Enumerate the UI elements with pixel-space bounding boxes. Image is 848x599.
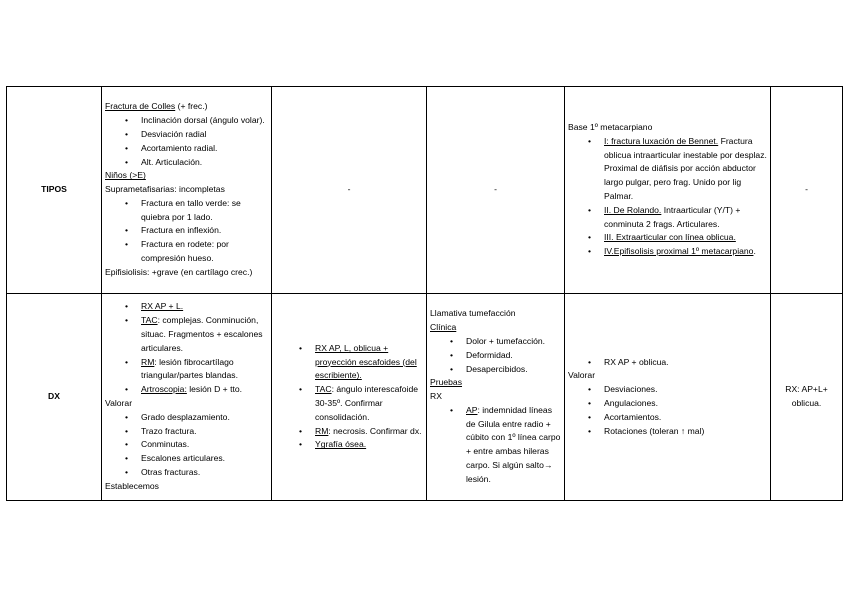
- dx1-list: [105, 300, 268, 397]
- colles-list: [105, 114, 268, 169]
- colles-heading: Fractura de Colles (+ frec.): [105, 101, 208, 112]
- list-item: • Fractura en tallo verde: se quiebra por 1 lado.: [141, 197, 268, 225]
- supra-text: Suprametafisarias: incompletas: [105, 184, 225, 195]
- epif-text: Epifisiolisis: +grave (en cartílago crec.): [105, 266, 253, 277]
- row-tipos: [7, 87, 843, 294]
- dx2-list: [275, 342, 423, 452]
- cell-dx-3: [427, 294, 565, 501]
- rx-heading: RX: [430, 391, 442, 402]
- cell-tipos-2: -: [272, 87, 427, 294]
- list-item: • TAC: complejas. Conminución, situac. Fragmentos + escalones articulares.: [141, 314, 268, 355]
- ninos-list: [105, 197, 268, 266]
- list-item: • Desviaciones.: [604, 383, 767, 397]
- clinica-heading: Clínica: [430, 322, 457, 333]
- clinica-list: [430, 335, 561, 376]
- valorar-heading: Valorar: [105, 398, 133, 408]
- cell-dx-4: [565, 294, 771, 501]
- list-item: • RM: necrosis. Confirmar dx.: [315, 425, 423, 439]
- list-item: • Fractura en inflexión.: [141, 224, 268, 238]
- list-item: • Escalones articulares.: [141, 452, 268, 466]
- cell-tipos-colles: [102, 87, 272, 294]
- list-item: • II. De Rolando. Intraarticular (Y/T) + conminuta 2 frags. Articulares.: [604, 204, 767, 232]
- list-item: • Grado desplazamiento.: [141, 411, 268, 425]
- cell-tipos-5: -: [771, 87, 843, 294]
- list-item: • RM: lesión fibrocartílago triangular/partes blandas.: [141, 356, 268, 384]
- list-item: • TAC: ángulo interescafoide 30-35º. Confirmar consolidación.: [315, 383, 423, 424]
- list-item: • RX AP + oblicua.: [604, 356, 767, 370]
- list-item: • RX AP + L.: [141, 300, 268, 314]
- row-label-tipos: TIPOS: [7, 87, 102, 294]
- list-item: • Acortamiento radial.: [141, 142, 268, 156]
- list-item: • Inclinación dorsal (ángulo volar).: [141, 114, 268, 128]
- list-item: • Fractura en rodete: por compresión hueso.: [141, 238, 268, 266]
- list-item: • Acortamientos.: [604, 411, 767, 425]
- row-dx: [7, 294, 843, 501]
- list-item: • Deformidad.: [466, 349, 561, 363]
- list-item: • III. Extraarticular con línea oblicua.: [604, 231, 767, 245]
- dx4-list: [568, 356, 767, 370]
- list-item: • Desviación radial: [141, 128, 268, 142]
- list-item: • Rotaciones (toleran ↑ mal): [604, 425, 767, 439]
- cell-tipos-metacarpo: [565, 87, 771, 294]
- list-item: • Trazo fractura.: [141, 425, 268, 439]
- valorar-heading: Valorar: [568, 370, 596, 381]
- list-item: • Dolor + tumefacción.: [466, 335, 561, 349]
- establecemos-text: Establecemos: [105, 480, 159, 491]
- ninos-heading: Niños (>E): [105, 170, 146, 181]
- cell-dx-5: RX: AP+L+ oblicua.: [771, 294, 843, 501]
- pruebas-heading: Pruebas: [430, 377, 463, 388]
- metacarpo-list: [568, 135, 767, 259]
- list-item: • Artroscopia: lesión D + tto.: [141, 383, 268, 397]
- list-item: • I: fractura luxación de Bennet. Fractura oblicua intraarticular inestable por desplaz. Proximal de diáfisis por acción abductor largo pulgar, pero frag. Unido por lig Palmar.: [604, 135, 767, 204]
- list-item: • Conminutas.: [141, 438, 268, 452]
- list-item: • Alt. Articulación.: [141, 156, 268, 170]
- list-item: • Otras fracturas.: [141, 466, 268, 480]
- list-item: • Desapercibidos.: [466, 363, 561, 377]
- list-item: • AP: indemnidad líneas de Gilula entre radio + cúbito con 1º línea carpo + entre ambas hileras carpo. Si algún salto→ lesión.: [466, 404, 561, 487]
- intro-text: Llamativa tumefacción: [430, 308, 516, 319]
- fracture-table: [6, 86, 843, 501]
- valorar-list: [105, 411, 268, 480]
- ap-list: [430, 404, 561, 487]
- list-item: • Angulaciones.: [604, 397, 767, 411]
- cell-dx-2: [272, 294, 427, 501]
- list-item: • RX AP, L, oblicua + proyección escafoides (del escribiente).: [315, 342, 423, 383]
- cell-tipos-3: -: [427, 87, 565, 294]
- base-text: Base 1º metacarpiano: [568, 122, 653, 133]
- valorar-list: [568, 383, 767, 438]
- list-item: • IV.Epifisolisis proximal 1º metacarpiano.: [604, 245, 767, 259]
- row-label-dx: DX: [7, 294, 102, 501]
- list-item: • Ygrafía ósea.: [315, 438, 423, 452]
- cell-dx-1: [102, 294, 272, 501]
